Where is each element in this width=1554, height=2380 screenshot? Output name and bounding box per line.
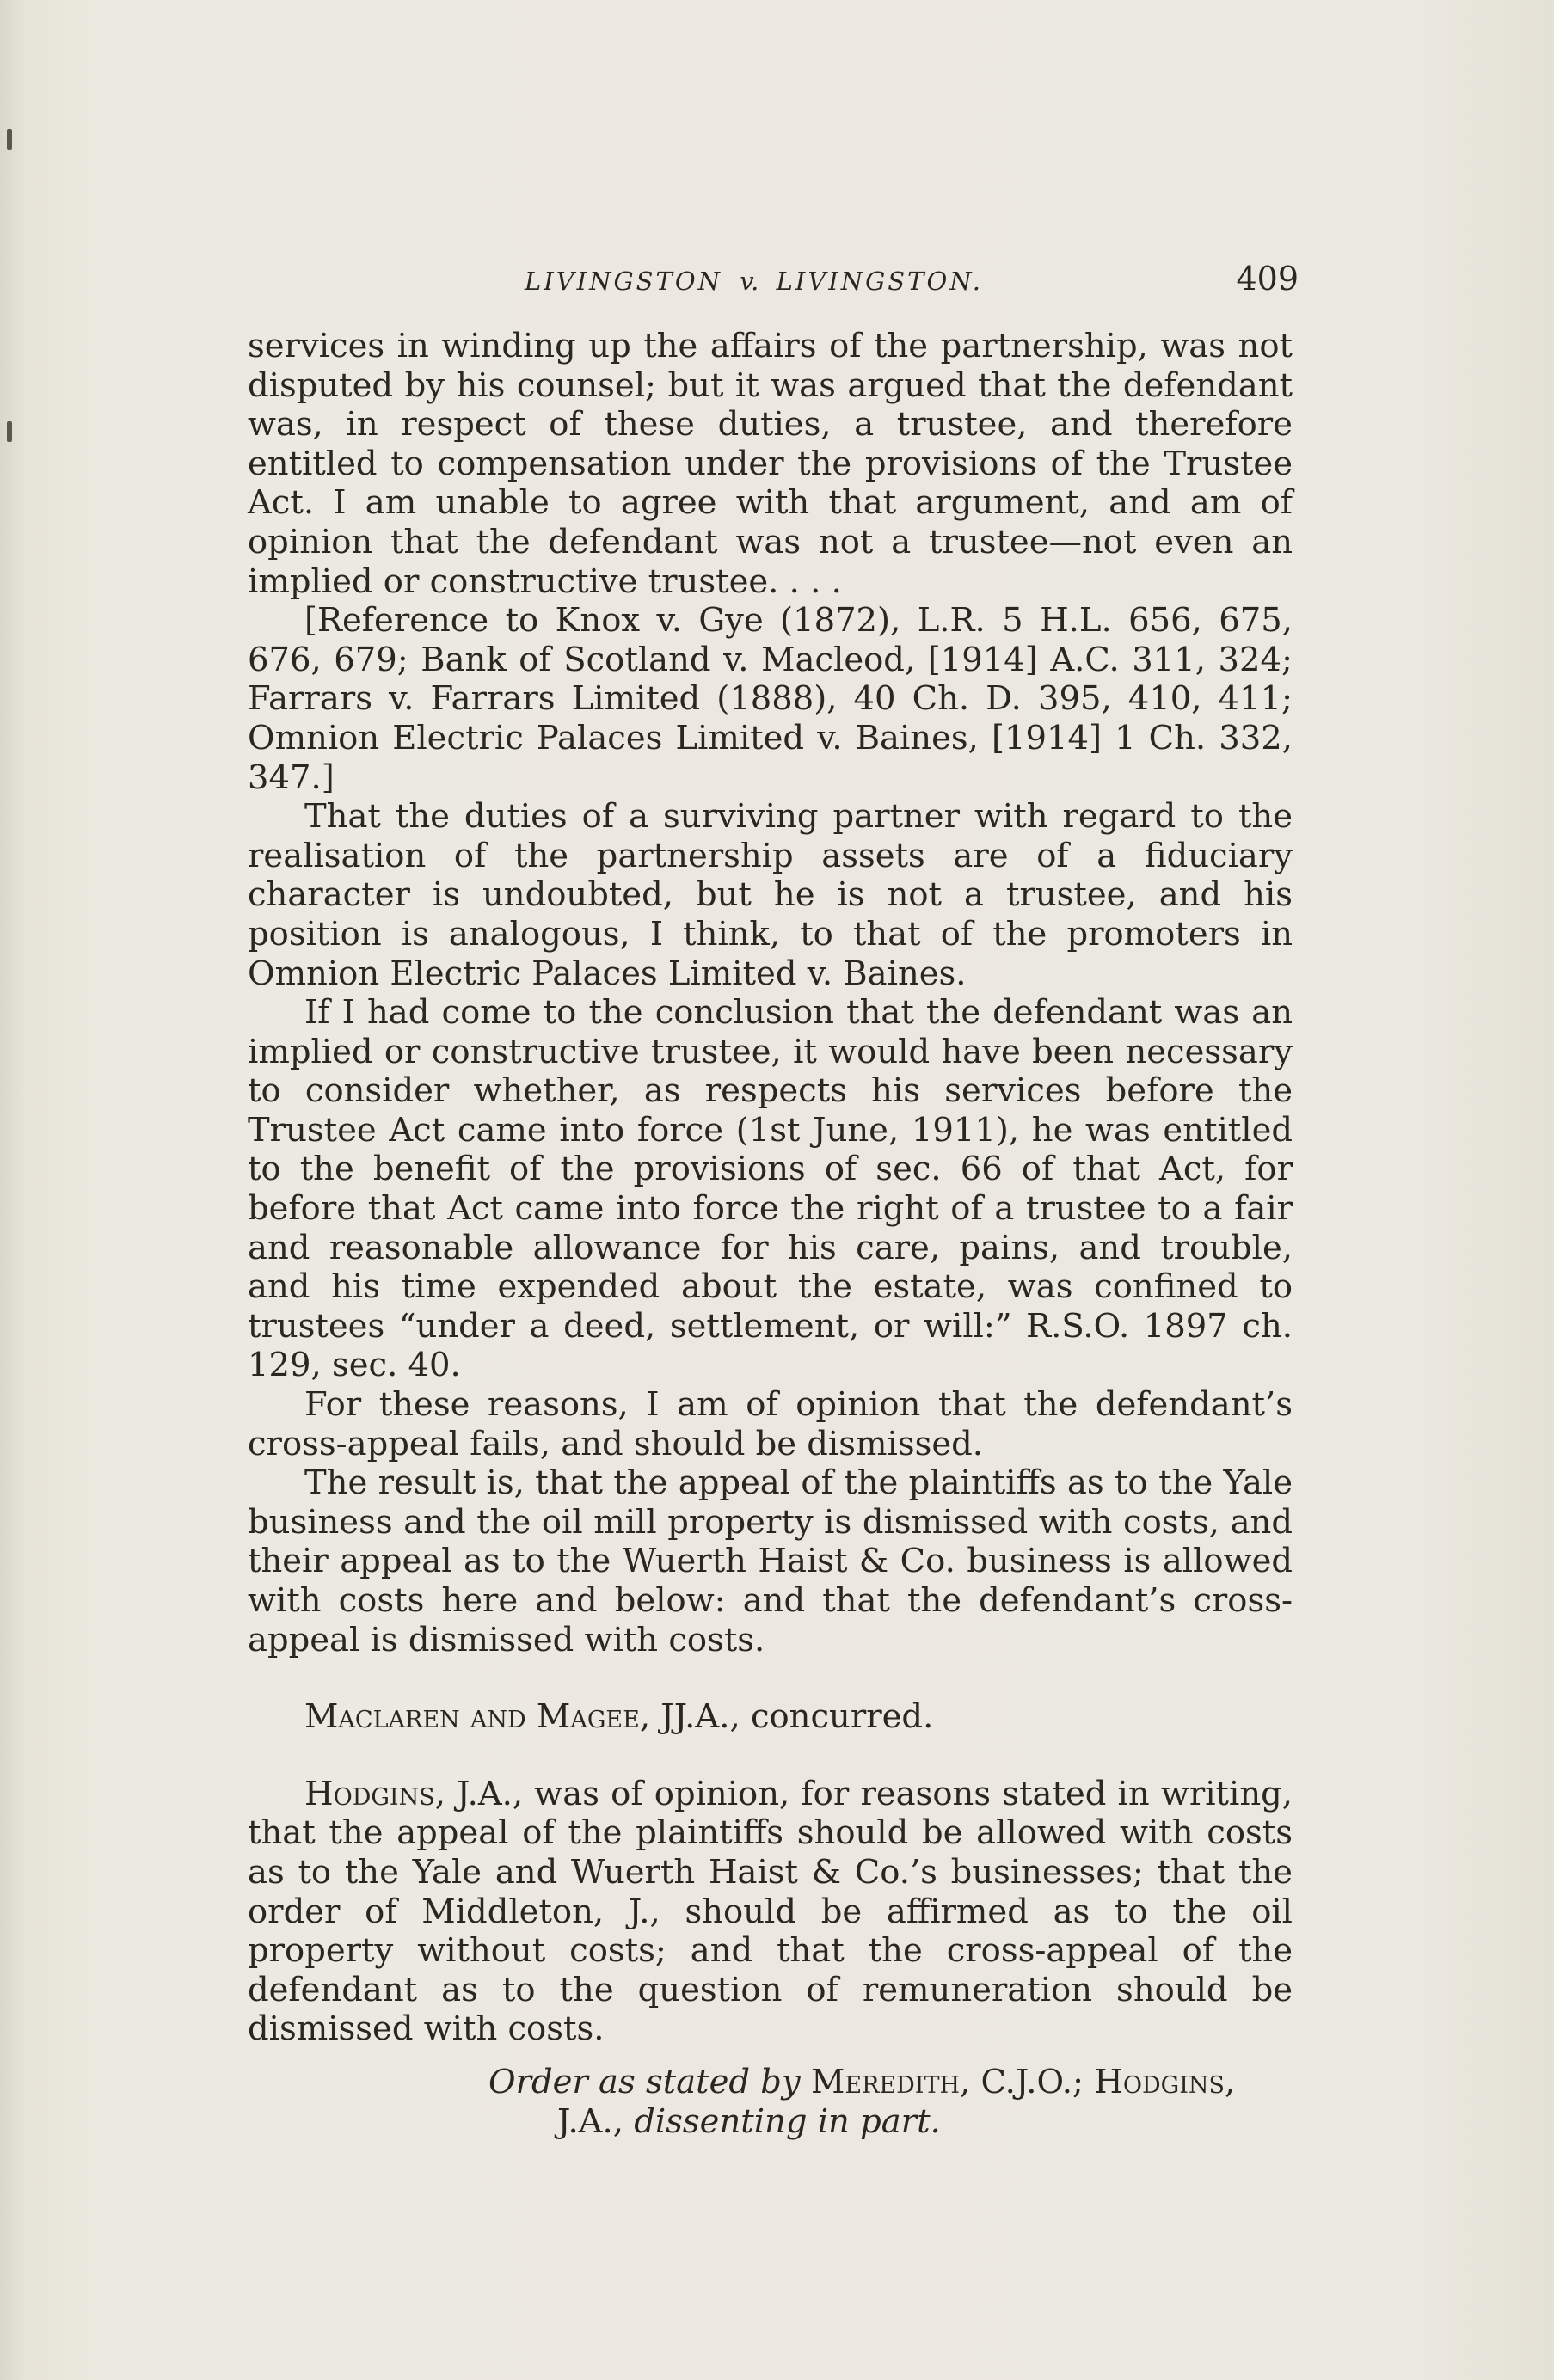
order-tail-italic: dissenting in part. [634,2101,941,2141]
order-judge-2: Hodgins [1094,2062,1225,2101]
page-number: 409 [1236,260,1299,298]
order-lead: Order as stated by [488,2062,801,2101]
scan-edge-mark [7,129,12,150]
order-judge-1: Meredith [810,2062,961,2101]
concurrence-text: , JJ.A., concurred. [639,1697,934,1737]
paragraph: If I had come to the conclusion that the defendant was an implied or constructive trustee, it would have been necessary to consider whether, as respects his services before the Trustee Act came into force (1st June, 1911), he was entitled to the benefit of the provisions of sec. 66 of that Act, for before that Act came into force the right of a trustee to a fair and reasonable allowance for his care, pains, and trouble, and his time expended about the estate, was confined to trustees “under a deed, settlement, or will:” R.S.O. 1897 ch. 129, sec. 40. [248,993,1293,1385]
body-text [248,327,1293,2141]
dissenting-judge: Hodgins [304,1774,435,1813]
case-versus: v. [740,267,759,296]
page-header [249,260,1299,311]
order-tail-plain: J.A., [557,2101,635,2141]
dissent-text: , J.A., was of opinion, for reasons stated in writing, that the appeal of the plaintiffs should be allowed with costs as to the Yale and Wuerth Haist & Co.’s businesses; that the order of Middleton, J., should be affirmed as to the oil property without costs; and that the cross-appeal of the defendant as to the question of remuneration should be dismissed with costs. [248,1774,1293,2049]
concurring-judges: Maclaren and Magee [304,1697,640,1737]
paragraph-continued: services in winding up the affairs of the partnership, was not disputed by his counsel; but it was argued that the defendant was, in respect of these duties, a trustee, and therefore entitled to compensation under the provisions of the Trustee Act. I am unable to agree with that argument, and am of opinion that the defendant was not a trustee—not even an implied or constructive trustee. . . . [248,327,1293,601]
case-party-2: LIVINGSTON. [776,267,984,296]
order-statement: Order as stated by Meredith, C.J.O.; Hodgins, J.A., dissenting in part. [248,2063,1293,2141]
paragraph: The result is, that the appeal of the plaintiffs as to the Yale business and the oil mill property is dismissed with costs, and their appeal as to the Wuerth Haist & Co. business is allowed with costs here and below: and that the defendant’s cross-appeal is dismissed with costs. [248,1463,1293,1659]
order-second-line [488,2102,1293,2142]
dissent-paragraph [248,1775,1293,2049]
order-mid: , C.J.O.; [960,2062,1095,2101]
running-head [525,267,983,296]
case-party-1: LIVINGSTON [525,267,723,296]
concurrence-paragraph [248,1697,1293,1737]
paragraph: For these reasons, I am of opinion that the defendant’s cross-appeal fails, and should be dismissed. [248,1385,1293,1463]
paragraph: That the duties of a surviving partner with regard to the realisation of the partnership assets are of a fiduciary character is undoubted, but he is not a trustee, and his position is analogous, I think, to that of the promoters in Omnion Electric Palaces Limited v. Baines. [248,797,1293,993]
paragraph-references: [Reference to Knox v. Gye (1872), L.R. 5 H.L. 656, 675, 676, 679; Bank of Scotland v. Macleod, [1914] A.C. 311, 324; Farrars v. Farrars Limited (1888), 40 Ch. D. 395, 410, 411; Omnion Electric Palaces Limited v. Baines, [1914] 1 Ch. 332, 347.] [248,601,1293,797]
scan-edge-mark [7,421,12,442]
